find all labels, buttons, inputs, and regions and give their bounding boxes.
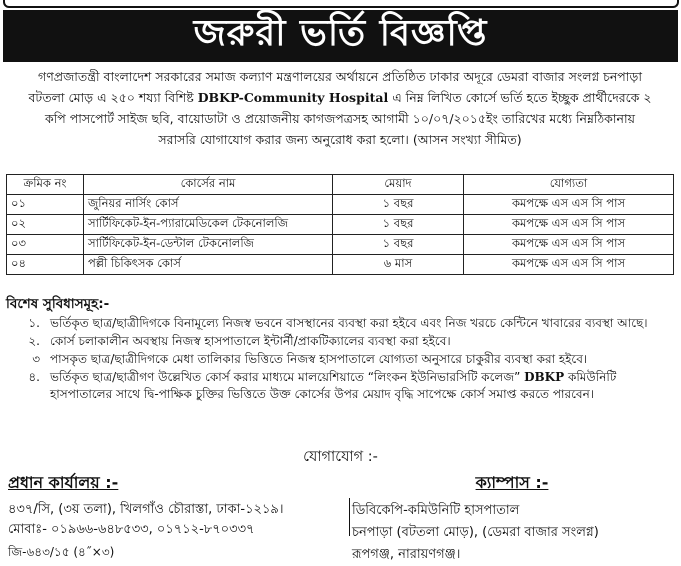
head-office-block xyxy=(8,470,348,540)
intro-paragraph xyxy=(6,66,674,150)
row-serial: ০২ xyxy=(7,215,84,235)
item-number: ১. xyxy=(28,316,40,330)
item-number: ২. xyxy=(28,334,40,348)
hospital-name: DBKP-Community Hospital xyxy=(197,90,389,105)
intro-line-1: গণপ্রজাতন্ত্রী বাংলাদেশ সরকারের সমাজ কল্যাণ মন্ত্রণালয়ের অর্থায়নে প্রতিষ্ঠিত ঢাকার অদূরে ডেমরা বাজার সংলগ্ন চনপাড়া xyxy=(38,69,642,84)
list-item xyxy=(6,369,674,403)
row-course-name: পল্লী চিকিৎসক কোর্স xyxy=(84,255,333,275)
item-text: পাসকৃত ছাত্র/ছাত্রীদিগকে মেধা তালিকার ভিত্তিতে নিজস্ব হাসপাতালে যোগ্যতা অনুসারে চাকুরীর ব্যবস্থা করা হইবে। xyxy=(50,352,588,366)
list-item xyxy=(6,351,674,368)
row-duration: ১ বছর xyxy=(333,195,464,215)
row-qualification: কমপক্ষে এস এস সি পাস xyxy=(464,235,674,255)
table-row xyxy=(7,215,674,235)
facilities-heading: বিশেষ সুবিধাসমূহ:- xyxy=(6,296,110,312)
list-item xyxy=(6,315,674,332)
contact-divider xyxy=(349,498,350,536)
campus-block xyxy=(352,470,672,566)
row-duration: ৬ মাস xyxy=(333,255,464,275)
row-duration: ১ বছর xyxy=(333,215,464,235)
page-title: জরুরী ভর্তি বিজ্ঞপ্তি xyxy=(193,13,488,54)
item-text-bold: DBKP xyxy=(524,370,565,384)
row-serial: ০৪ xyxy=(7,255,84,275)
row-qualification: কমপক্ষে এস এস সি পাস xyxy=(464,215,674,235)
item-number: ৩ xyxy=(32,352,40,366)
row-course-name: সার্টিফিকেট-ইন-প্যারামেডিকেল টেকনোলজি xyxy=(84,215,333,235)
table-header-row xyxy=(7,175,674,195)
header-serial: ক্রমিক নং xyxy=(7,175,84,195)
head-office-title: প্রধান কার্যালয় :- xyxy=(8,473,119,492)
table-row xyxy=(7,235,674,255)
table-row xyxy=(7,255,674,275)
special-facilities xyxy=(6,296,674,404)
intro-line-2-pre: বটতলা মোড় এ ২৫০ শয্যা বিশিষ্ট xyxy=(28,90,198,105)
item-text xyxy=(50,369,674,403)
item-text: কোর্স চলাকালীন অবস্থায় নিজস্ব হাসপাতালে ইন্টার্নী/প্রাকটিক্যালের ব্যবস্থা করা হইবে। xyxy=(50,334,451,348)
reference-code: জি-৬৪৩/১৫ (৪˝×৩) xyxy=(8,545,115,559)
campus-line-1: ডিবিকেপি-কমিউনিটি হাসপাতাল xyxy=(352,503,520,518)
courses-table xyxy=(6,174,674,275)
header-course-name: কোর্সের নাম xyxy=(84,175,333,195)
item-text: ভর্তিকৃত ছাত্র/ছাত্রীদিগকে বিনামূল্যে নিজস্ব ভবনে বাসস্থানের ব্যবস্থা করা হইবে এবং নিজ খরচে কেন্টিনে খাবারের ব্যবস্থা আছে। xyxy=(50,316,648,330)
intro-line-3: কপি পাসপোর্ট সাইজ ছবি, বায়োডাটা ও প্রয়োজনীয় কাগজপত্রসহ আগামী ১০/০৭/২০১৫ইং তারিখের মধ্যে নিম্নঠিকানায় xyxy=(44,111,636,126)
row-course-name: সার্টিফিকেট-ইন-ডেন্টাল টেকনোলজি xyxy=(84,235,333,255)
head-office-phone: মোবাঃ- ০১৯৬৬-৬৪৮৫৩৩, ০১৭১২-৮৭০৩৩৭ xyxy=(8,522,255,537)
row-course-name: জুনিয়র নার্সিং কোর্স xyxy=(84,195,333,215)
contact-heading: যোগাযোগ :- xyxy=(303,449,378,465)
list-item xyxy=(6,333,674,350)
header-qualification: যোগ্যতা xyxy=(464,175,674,195)
row-qualification: কমপক্ষে এস এস সি পাস xyxy=(464,195,674,215)
row-serial: ০৩ xyxy=(7,235,84,255)
table-row xyxy=(7,195,674,215)
header-banner xyxy=(3,10,678,62)
intro-line-4: সরাসরি যোগাযোগ করার জন্য অনুরোধ করা হলো। (আসন সংখ্যা সীমিত) xyxy=(158,132,522,147)
intro-line-2 xyxy=(6,87,674,108)
item-text-pre: ভর্তিকৃত ছাত্র/ছাত্রীগণ উল্লেখিত কোর্স করার মাধ্যমে মালয়েশিয়াতে “লিংকন ইউনিভারসিটি কলেজ” xyxy=(50,370,525,384)
row-duration: ১ বছর xyxy=(333,235,464,255)
head-office-address: ৪৩৭/সি, (৩য় তলা), খিলগাঁও চৌরাস্তা, ঢাকা-১২১৯। xyxy=(8,502,284,517)
campus-line-3: রূপগঞ্জ, নারায়ণগঞ্জ। xyxy=(352,547,461,562)
item-text-post: কমিউনিটি হাসপাতালের সাথে দ্বি-পাক্ষিক চুক্তির ভিত্তিতে উক্ত কোর্সের উপর মেয়াদ বৃদ্ধি সাপেক্ষে কোর্স সমাপ্ত করতে পারবেন। xyxy=(50,370,617,401)
row-qualification: কমপক্ষে এস এস সি পাস xyxy=(464,255,674,275)
intro-line-2-post: এ নিম্ন লিখিত কোর্সে ভর্তি হতে ইচ্ছুক প্রার্থীদেরকে ২ xyxy=(388,90,652,105)
header-duration: মেয়াদ xyxy=(333,175,464,195)
campus-title: ক্যাম্পাস :- xyxy=(475,473,549,492)
item-number: ৪. xyxy=(28,370,40,384)
campus-line-2: চনপাড়া (বটতলা মোড়), (ডেমরা বাজার সংলগ্ন) xyxy=(352,525,599,540)
row-serial: ০১ xyxy=(7,195,84,215)
